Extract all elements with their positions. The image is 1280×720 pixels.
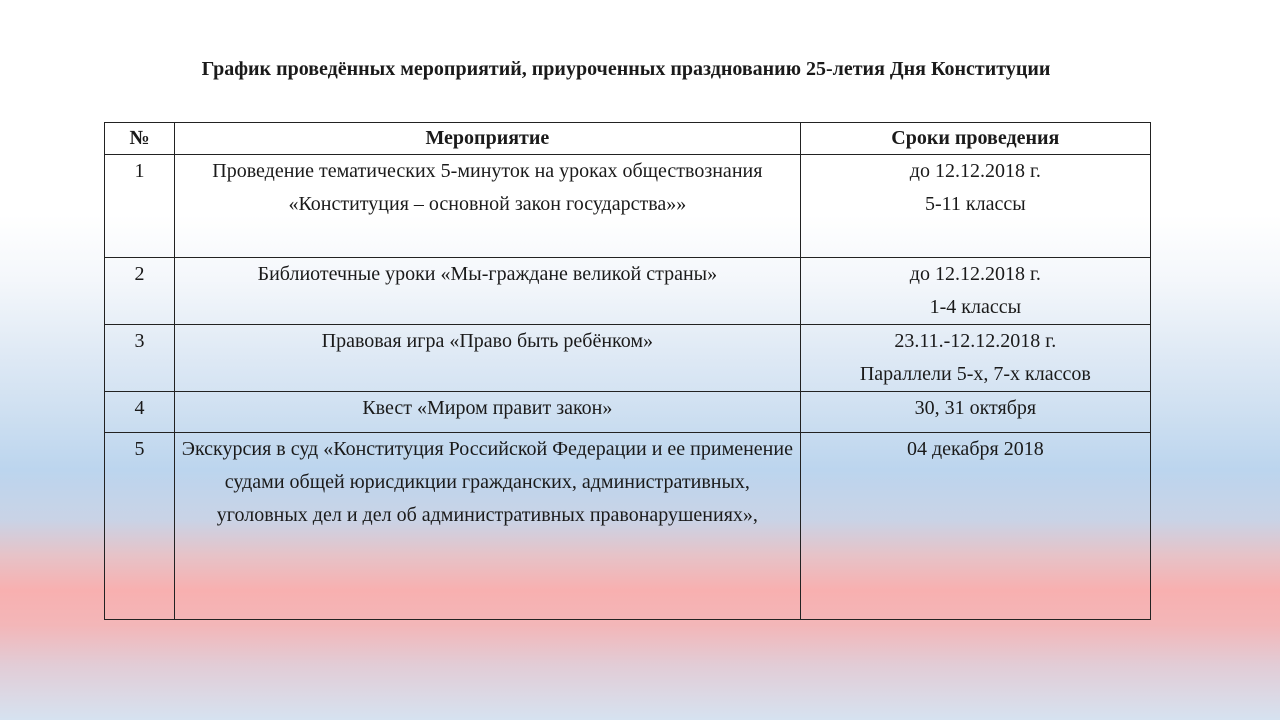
row-number: 1 <box>105 155 175 258</box>
dates-line: до 12.12.2018 г. <box>909 160 1041 182</box>
slide-title: График проведённых мероприятий, приуроченных празднованию 25-летия Дня Конституции <box>201 58 1051 80</box>
table-row <box>105 258 1151 325</box>
column-header-number: № <box>105 123 175 155</box>
table-row <box>105 155 1151 258</box>
dates-line: 1-4 классы <box>929 296 1022 318</box>
dates-line: 23.11.-12.12.2018 г. <box>894 330 1057 352</box>
column-header-event: Мероприятие <box>175 123 801 155</box>
event-dates <box>800 155 1150 258</box>
dates-line: 04 декабря 2018 <box>906 438 1044 460</box>
row-number: 3 <box>105 325 175 392</box>
event-dates <box>800 258 1150 325</box>
row-number: 4 <box>105 392 175 433</box>
event-dates <box>800 392 1150 433</box>
event-dates <box>800 433 1150 620</box>
dates-line: Параллели 5-х, 7-х классов <box>859 363 1091 385</box>
table-row <box>105 433 1151 620</box>
table-header-row <box>105 123 1151 155</box>
event-dates <box>800 325 1150 392</box>
event-name: Квест «Миром правит закон» <box>175 392 801 433</box>
dates-line: до 12.12.2018 г. <box>909 263 1041 285</box>
row-number: 5 <box>105 433 175 620</box>
dates-line: 5-11 классы <box>924 193 1026 215</box>
event-name: Правовая игра «Право быть ребёнком» <box>175 325 801 392</box>
event-name: Библиотечные уроки «Мы-граждане великой страны» <box>175 258 801 325</box>
table-row <box>105 392 1151 433</box>
table-row <box>105 325 1151 392</box>
events-table <box>104 122 1151 620</box>
event-name: Экскурсия в суд «Конституция Российской Федерации и ее применение судами общей юрисдикции гражданских, административных, уголовных дел и дел об административных правонарушениях», <box>175 433 801 620</box>
column-header-dates: Сроки проведения <box>800 123 1150 155</box>
dates-line: 30, 31 октября <box>914 397 1037 419</box>
event-name: Проведение тематических 5-минуток на уроках обществознания «Конституция – основной закон государства»» <box>175 155 801 258</box>
row-number: 2 <box>105 258 175 325</box>
